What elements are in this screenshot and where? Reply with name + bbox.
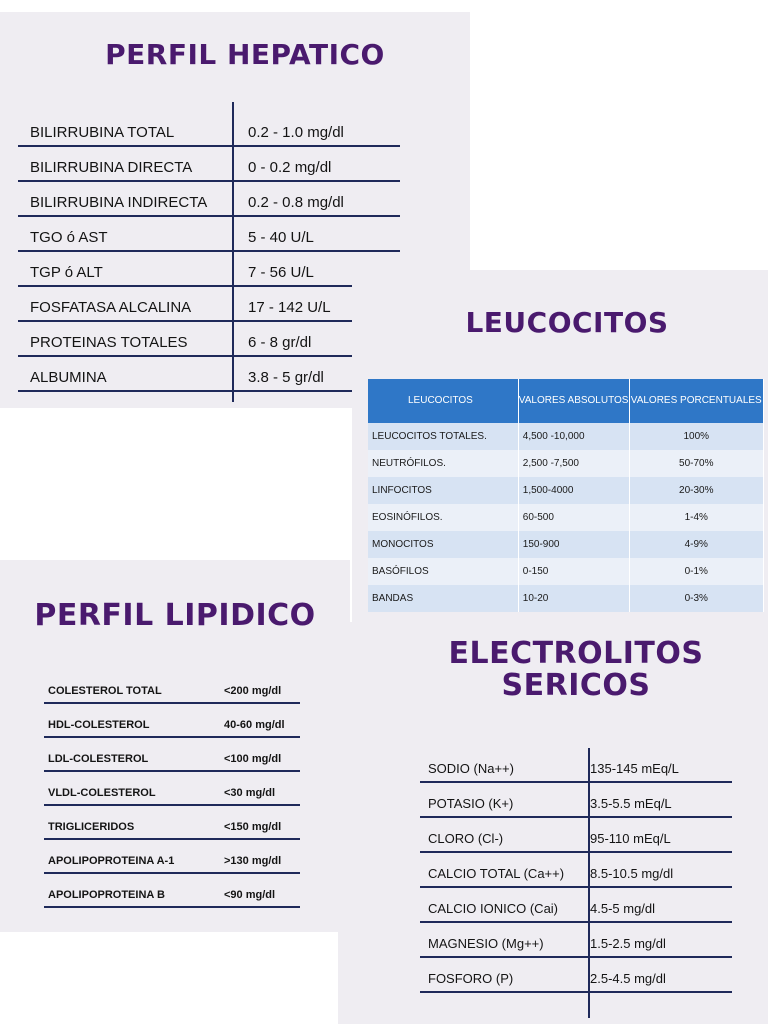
cell-percent: 1-4%	[629, 504, 763, 531]
table-row	[368, 531, 764, 558]
table-row	[18, 320, 400, 357]
table-row	[44, 874, 300, 908]
cell-percent: 50-70%	[629, 450, 763, 477]
table-row	[44, 772, 300, 806]
row-label: FOSFATASA ALCALINA	[30, 299, 192, 316]
cell-absolute: 10-20	[518, 585, 629, 612]
table-row	[18, 355, 400, 392]
cell-absolute: 1,500-4000	[518, 477, 629, 504]
table-row	[420, 748, 732, 783]
table-row	[18, 145, 400, 182]
table-row	[420, 923, 732, 958]
row-value: 2.5-4.5 mg/dl	[590, 971, 666, 986]
row-value: 4.5-5 mg/dl	[590, 901, 656, 916]
cell-percent: 4-9%	[629, 531, 763, 558]
table-row	[368, 504, 764, 531]
cell-percent: 0-3%	[629, 585, 763, 612]
row-label: BILIRRUBINA DIRECTA	[30, 159, 193, 176]
row-value: 3.8 - 5 gr/dl	[248, 369, 324, 386]
perfil-hepatico-title: PERFIL HEPATICO	[105, 38, 385, 71]
leucocitos-card	[352, 270, 768, 622]
row-label: VLDL-COLESTEROL	[48, 787, 156, 799]
row-label: FOSFORO (P)	[428, 971, 514, 986]
table-row	[368, 585, 764, 612]
row-value: <200 mg/dl	[224, 685, 282, 697]
table-row	[368, 450, 764, 477]
table-row	[18, 180, 400, 217]
row-value: <100 mg/dl	[224, 753, 282, 765]
row-value: >130 mg/dl	[224, 855, 282, 867]
cell-percent: 100%	[629, 423, 763, 450]
row-label: APOLIPOPROTEINA A-1	[48, 855, 175, 867]
row-value: 1.5-2.5 mg/dl	[590, 936, 666, 951]
row-value: <30 mg/dl	[224, 787, 276, 799]
cell-absolute: 4,500 -10,000	[518, 423, 629, 450]
table-row	[18, 285, 400, 322]
cell-name: BANDAS	[368, 585, 518, 612]
row-label: HDL-COLESTEROL	[48, 719, 150, 731]
row-value: 3.5-5.5 mEq/L	[590, 796, 672, 811]
table-header-row	[368, 379, 764, 423]
cell-name: MONOCITOS	[368, 531, 518, 558]
table-row	[368, 423, 764, 450]
row-label: TRIGLICERIDOS	[48, 821, 135, 833]
table-row	[44, 670, 300, 704]
cell-name: LINFOCITOS	[368, 477, 518, 504]
row-label: CALCIO TOTAL (Ca++)	[428, 866, 565, 881]
row-label: CALCIO IONICO (Cai)	[428, 901, 559, 916]
table-row	[18, 110, 400, 147]
row-label: APOLIPOPROTEINA B	[48, 889, 165, 901]
cell-absolute: 150-900	[518, 531, 629, 558]
row-value: 7 - 56 U/L	[248, 264, 314, 281]
column-header: VALORES ABSOLUTOS	[518, 379, 629, 423]
column-header: LEUCOCITOS	[368, 379, 518, 423]
cell-name: BASÓFILOS	[368, 558, 518, 585]
row-label: BILIRRUBINA TOTAL	[30, 124, 175, 141]
electrolitos-title-line2: SERICOS	[501, 668, 651, 703]
leucocitos-title: LEUCOCITOS	[465, 306, 669, 339]
row-label: TGP ó ALT	[30, 264, 103, 281]
electrolitos-title-line1: ELECTROLITOS	[448, 636, 704, 671]
table-row	[420, 958, 732, 993]
table-row	[44, 806, 300, 840]
row-label: COLESTEROL TOTAL	[48, 685, 162, 697]
row-value: <150 mg/dl	[224, 821, 282, 833]
row-value: 6 - 8 gr/dl	[248, 334, 312, 351]
cell-absolute: 60-500	[518, 504, 629, 531]
row-label: POTASIO (K+)	[428, 796, 514, 811]
table-row	[44, 704, 300, 738]
table-row	[420, 888, 732, 923]
table-row	[18, 250, 400, 287]
row-label: ALBUMINA	[30, 369, 107, 386]
leucocitos-table	[368, 379, 764, 612]
table-row	[368, 477, 764, 504]
table-row	[18, 215, 400, 252]
table-row	[44, 738, 300, 772]
row-value: 0.2 - 0.8 mg/dl	[248, 194, 344, 211]
perfil-lipidico-card	[0, 560, 350, 932]
cell-absolute: 0-150	[518, 558, 629, 585]
electrolitos-card	[338, 622, 768, 1024]
perfil-lipidico-title: PERFIL LIPIDICO	[34, 598, 316, 633]
row-value: <90 mg/dl	[224, 889, 276, 901]
row-value: 135-145 mEq/L	[590, 761, 679, 776]
column-header: VALORES PORCENTUALES	[629, 379, 763, 423]
table-row	[44, 840, 300, 874]
row-label: LDL-COLESTEROL	[48, 753, 149, 765]
row-label: PROTEINAS TOTALES	[30, 334, 188, 351]
row-value: 17 - 142 U/L	[248, 299, 331, 316]
cell-name: NEUTRÓFILOS.	[368, 450, 518, 477]
row-label: SODIO (Na++)	[428, 761, 514, 776]
cell-name: EOSINÓFILOS.	[368, 504, 518, 531]
cell-percent: 0-1%	[629, 558, 763, 585]
row-label: MAGNESIO (Mg++)	[428, 936, 544, 951]
table-row	[420, 818, 732, 853]
row-label: CLORO (Cl-)	[428, 831, 504, 846]
cell-name: LEUCOCITOS TOTALES.	[368, 423, 518, 450]
table-row	[420, 853, 732, 888]
cell-percent: 20-30%	[629, 477, 763, 504]
row-value: 5 - 40 U/L	[248, 229, 314, 246]
table-row	[420, 783, 732, 818]
row-value: 0 - 0.2 mg/dl	[248, 159, 332, 176]
row-value: 40-60 mg/dl	[224, 719, 285, 731]
row-label: TGO ó AST	[30, 229, 108, 246]
row-label: BILIRRUBINA INDIRECTA	[30, 194, 208, 211]
row-value: 95-110 mEq/L	[590, 831, 671, 846]
row-value: 8.5-10.5 mg/dl	[590, 866, 674, 881]
row-value: 0.2 - 1.0 mg/dl	[248, 124, 344, 141]
table-row	[368, 558, 764, 585]
electrolitos-title	[338, 638, 768, 702]
cell-absolute: 2,500 -7,500	[518, 450, 629, 477]
